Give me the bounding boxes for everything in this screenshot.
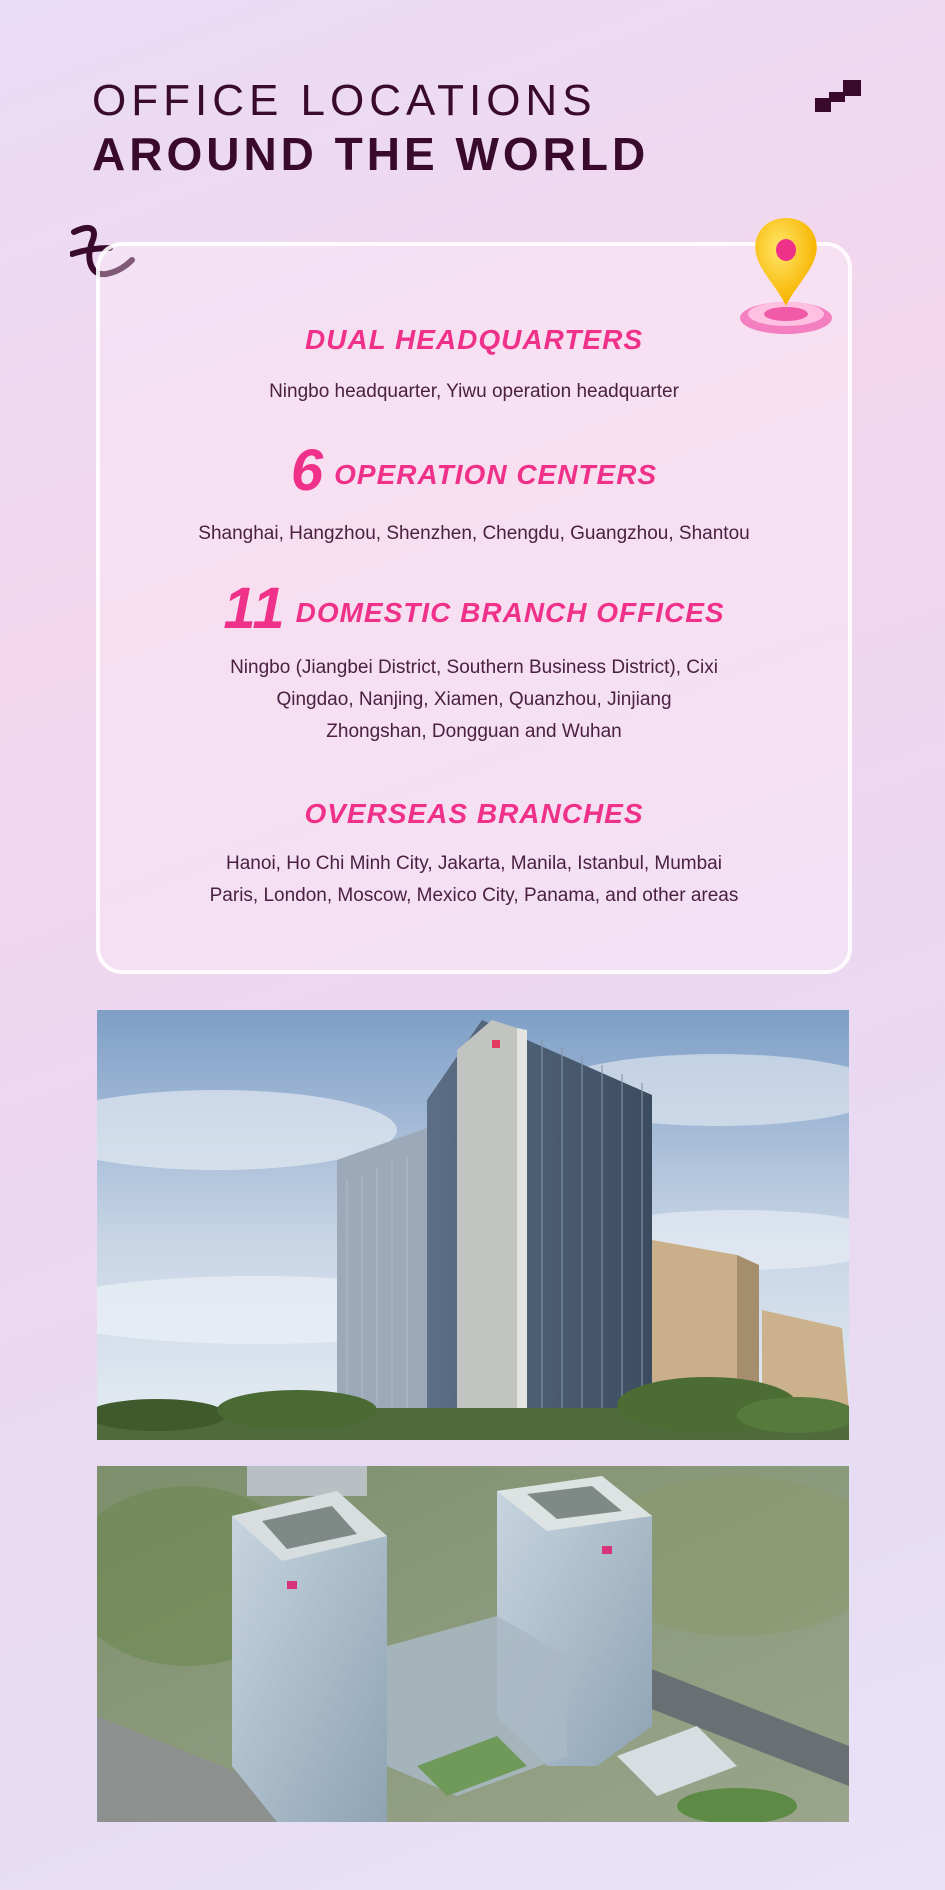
overseas-title: OVERSEAS BRANCHES	[304, 798, 644, 829]
operation-count: 6	[290, 438, 325, 503]
domestic-line-2: Qingdao, Nanjing, Xiamen, Quanzhou, Jinjiang	[276, 689, 672, 710]
corner-steps-icon	[815, 78, 861, 114]
page-title	[92, 76, 649, 182]
section-overseas-branches	[96, 796, 852, 912]
title-line-1: OFFICE LOCATIONS	[92, 76, 597, 125]
overseas-line-1: Hanoi, Ho Chi Minh City, Jakarta, Manila, Istanbul, Mumbai	[226, 853, 722, 874]
title-line-2: AROUND THE WORLD	[92, 128, 650, 180]
hq-text: Ningbo headquarter, Yiwu operation headquarter	[269, 381, 679, 402]
section-domestic-branches	[96, 578, 852, 748]
operation-title: OPERATION CENTERS	[334, 459, 658, 490]
domestic-line-1: Ningbo (Jiangbei District, Southern Business District), Cixi	[230, 657, 718, 678]
section-dual-headquarters	[96, 322, 852, 408]
domestic-line-3: Zhongshan, Dongguan and Wuhan	[326, 721, 622, 742]
location-pin-icon	[736, 210, 836, 340]
headquarters-photo	[97, 1010, 849, 1440]
operation-text: Shanghai, Hangzhou, Shenzhen, Chengdu, Guangzhou, Shantou	[198, 523, 750, 544]
hq-title: DUAL HEADQUARTERS	[305, 324, 643, 355]
domestic-count: 11	[223, 576, 286, 641]
overseas-line-2: Paris, London, Moscow, Mexico City, Panama, and other areas	[209, 885, 739, 906]
domestic-title: DOMESTIC BRANCH OFFICES	[295, 597, 725, 628]
section-operation-centers	[96, 440, 852, 550]
operation-center-photo	[97, 1466, 849, 1822]
